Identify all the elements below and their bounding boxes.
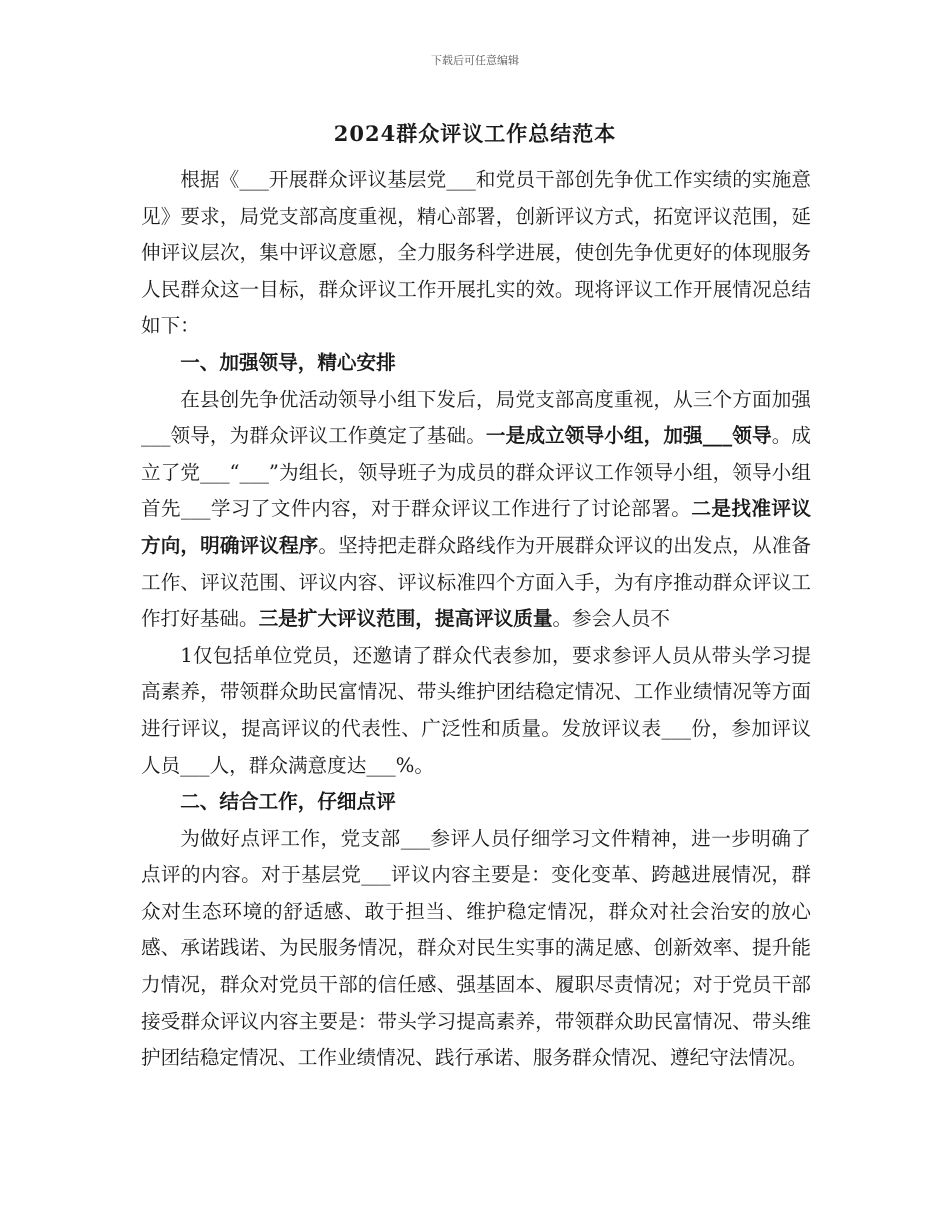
paragraph-review: 为做好点评工作，党支部___参评人员仔细学习文件精神，进一步明确了点评的内容。对于基层党___评议内容主要是：变化变革、跨越进展情况，群众对生态环境的舒适感、敢于担当、维护稳定情况，群众对社会治安的放心感、承诺践诺、为民服务情况，群众对民生实事的满足感、创新效率、提升能力情况，群众对党员干部的信任感、强基固本、履职尽责情况；对于党员干部接受群众评议内容主要是：带头学习提高素养，带领群众助民富情况、带头维护团结稳定情况、工作业绩情况、践行承诺、服务群众情况、遵纪守法情况。 [141,826,811,1070]
document-body [141,162,811,1077]
paragraph-text: 。坚持把走群众路线作为开展群众评议的出发点，从准备工作、评议范围、评议内容、评议标准四个方面入手，为有序推动群众评议工作打好基础。 [141,533,812,631]
paragraph-intro: 根据《___开展群众评议基层党___和党员干部创先争优工作实绩的实施意见》要求，局党支部高度重视，精心部署，创新评议方式，拓宽评议范围，延伸评议层次，集中评议意愿，全力服务科学进展，使创先争优更好的体现服务人民群众这一目标，群众评议工作开展扎实的效。现将评议工作开展情况总结如下： [141,168,811,338]
bold-point-3: 三是扩大评议范围，提高评议质量 [258,607,553,631]
paragraph-text: 。参会人员不 [552,607,671,631]
bold-point-1: 一是成立领导小组，加强___领导 [485,424,772,448]
document-title: 2024群众评议工作总结范本 [333,121,617,146]
paragraph-text: 在县创先争优活动领导小组下发后，局党支部高度重视，从三个方面加强___领导，为群众评议工作奠定了基础。 [141,387,811,448]
paragraph-participants: 1仅包括单位党员，还邀请了群众代表参加，要求参评人员从带头学习提高素养，带领群众助民富情况、带头维护团结稳定情况、工作业绩情况等方面进行评议，提高评议的代表性、广泛性和质量。发放评议表___份，参加评议人员___人，群众满意度达___%。 [141,643,811,777]
section-heading-1: 一、加强领导，精心安排 [180,350,396,374]
section-heading-2: 二、结合工作，仔细点评 [180,790,396,814]
bold-point-2: 二是找准评议方向，明确评议程序 [141,497,812,557]
paragraph-text: 。成立了党___“___”为组长，领导班子为成员的群众评议工作领导小组，领导小组首先___学习了文件内容，对于群众评议工作进行了讨论部署。 [141,424,812,521]
header-note: 下载后可任意编辑 [431,54,519,67]
paragraph-leadership [141,382,811,638]
